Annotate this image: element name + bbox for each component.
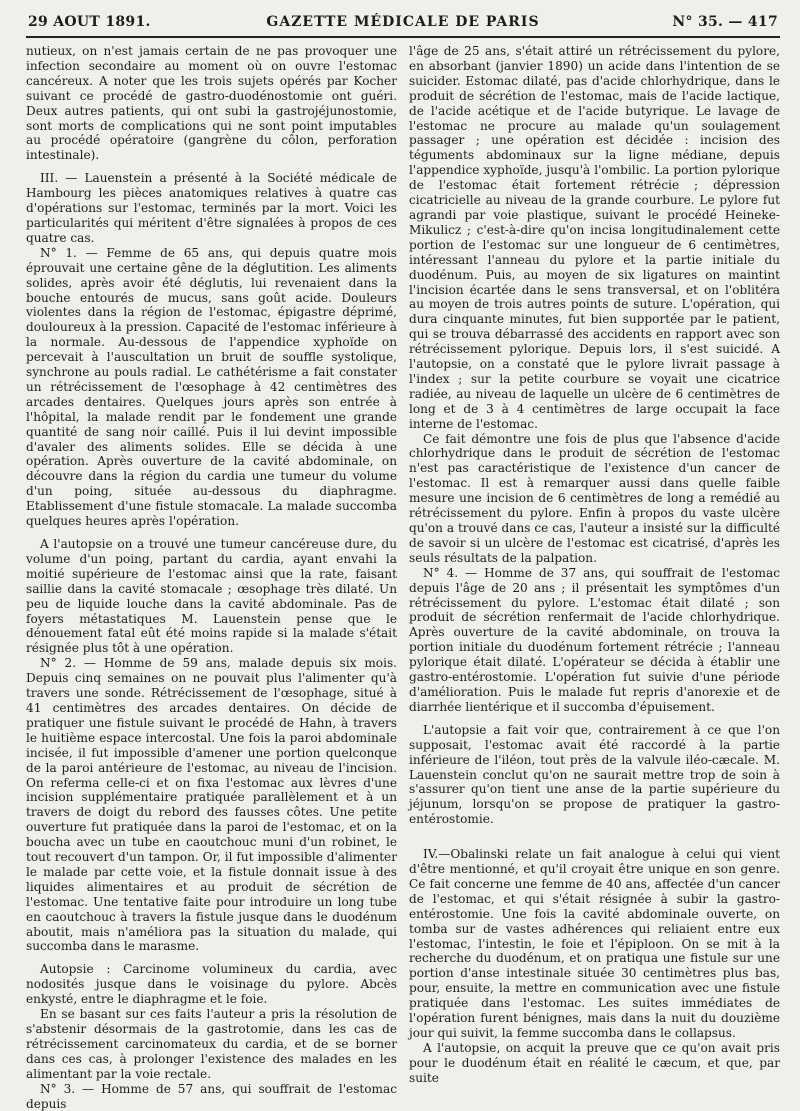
paragraph: A l'autopsie on a trouvé une tumeur cancéreuse dure, du volume d'un poing, partant du cardia, ayant envahi la moitié supérieure de l'estomac ainsi que la rate, faisant saillie dans la cavité stomacale ; œsophage très dilaté. Un peu de liquide louche dans la cavité abdominale. Pas de foyers métastatiques M. Lauenstein pense que le dénouement fatal eût été moins rapide si la malade s'était résignée plus tôt à une opération. xyxy=(26,537,397,656)
paragraph: N° 2. — Homme de 59 ans, malade depuis six mois. Depuis cinq semaines on ne pouvait plus l'alimenter qu'à travers une sonde. Rétrécissement de l'œsophage, situé à 41 centimètres des arcades dentaires. On décide de pratiquer une fistule suivant le procédé de Hahn, à travers le huitième espace intercostal. Une fois la paroi abdominale incisée, il fut impossible d'amener une portion quelconque de la paroi antérieure de l'estomac, au niveau de l'incision. On referma celle-ci et on fixa l'estomac aux lèvres d'une incision supplémentaire pratiquée parallèlement et à un travers de doigt du rebord des fausses côtes. Une petite ouverture fut pratiquée dans la paroi de l'estomac, et on la boucha avec un tube en caoutchouc muni d'un robinet, le tout recouvert d'un tampon. Or, il fut impossible d'alimenter le malade par cette voie, et la fistule donnait issue à des liquides alimentaires et au produit de sécrétion de l'estomac. Une tentative faite pour introduire un long tube en caoutchouc à travers la fistule jusque dans le duodénum aboutit, mais n'améliora pas la situation du malade, qui succomba dans le marasme. xyxy=(26,656,397,954)
paragraph: l'âge de 25 ans, s'était attiré un rétrécissement du pylore, en absorbant (janvier 1890) un acide dans l'intention de se suicider. Estomac dilaté, pas d'acide chlorhydrique, dans le produit de sécrétion de l'estomac, mais de l'acide lactique, de l'acide acétique et de l'acide butyrique. Le lavage de l'estomac ne procure au malade qu'un soulagement passager ; une opération est décidée : incision des téguments abdominaux sur la ligne médiane, depuis l'appendice xyphoïde, jusqu'à l'ombilic. La portion pylorique de l'estomac était fortement rétrécie ; dépression cicatricielle au niveau de la grande courbure. Le pylore fut agrandi par voie plastique, suivant le procédé Heineke-Mikulicz ; c'est-à-dire qu'on incisa longitudinalement cette portion de l'estomac sur une longueur de 6 centimètres, intéressant l'anneau du pylore et la partie initiale du duodénum. Puis, au moyen de six ligatures on maintint l'incision écartée dans le sens transversal, et on l'oblitéra au moyen de trois autres points de suture. L'opération, qui dura cinquante minutes, fut bien supportée par le patient, qui se trouva débarrassé des accidents en rapport avec son rétrécissement pylorique. Depuis lors, il s'est suicidé. A l'autopsie, on a constaté que le pylore livrait passage à l'index ; sur la petite courbure se voyait une cicatrice radiée, au niveau de laquelle un ulcère de 6 centimètres de long et de 3 à 4 centimètres de large occupait la face interne de l'estomac. xyxy=(409,44,780,431)
issue-date: 29 AOUT 1891. xyxy=(28,14,151,30)
journal-title: GAZETTE MÉDICALE DE PARIS xyxy=(266,14,540,30)
paragraph: A l'autopsie, on acquit la preuve que ce qu'on avait pris pour le duodénum était en réalité le cæcum, et que, par suite xyxy=(409,1040,780,1085)
paragraph: L'autopsie a fait voir que, contrairement à ce que l'on supposait, l'estomac avait été raccordé à la partie inférieure de l'iléon, tout près de la valvule iléo-cæcale. M. Lauenstein conclut qu'on ne saurait mettre trop de soin à s'assurer qu'on tient une anse de la partie supérieure du jéjunum, lorsqu'on se propose de pratiquer la gastro-entérostomie. xyxy=(409,722,780,827)
paragraph: Ce fait démontre une fois de plus que l'absence d'acide chlorhydrique dans le produit de sécrétion de l'estomac n'est pas caractéristique de l'existence d'un cancer de l'estomac. Il est à remarquer aussi dans quelle faible mesure une incision de 6 centimètres de long a remédié au rétrécissement du pylore. Enfin à propos du vaste ulcère qu'on a trouvé dans ce cas, l'auteur a insisté sur la difficulté de savoir si un ulcère de l'estomac est cicatrisé, d'après les seuls résultats de la palpation. xyxy=(409,431,780,565)
right-column xyxy=(409,44,780,1085)
issue-page-number: N° 35. — 417 xyxy=(672,14,778,30)
paragraph: Autopsie : Carcinome volumineux du cardia, avec nodosités jusque dans le voisinage du pylore. Abcès enkysté, entre le diaphragme et le foie. xyxy=(26,962,397,1007)
paragraph: N° 1. — Femme de 65 ans, qui depuis quatre mois éprouvait une certaine gêne de la déglutition. Les aliments solides, après avoir été déglutis, lui revenaient dans la bouche entourés de mucus, sans goût acide. Douleurs violentes dans la région de l'estomac, épigastre déprimé, douloureux à la pression. Capacité de l'estomac inférieure à la normale. Au-dessous de l'appendice xyphoïde on percevait à l'auscultation un bruit de souffle systolique, synchrone au pouls radial. Le cathétérisme a fait constater un rétrécissement de l'œsophage à 42 centimètres des arcades dentaires. Quelques jours après son entrée à l'hôpital, la malade rendit par le fondement une grande quantité de sang noir caillé. Puis il lui devint impossible d'avaler des aliments solides. Elle se décida à une opération. Après ouverture de la cavité abdominale, on découvre dans la région du cardia une tumeur du volume d'un poing, située au-dessous du diaphragme. Etablissement d'une fistule stomacale. La malade succomba quelques heures après l'opération. xyxy=(26,245,397,529)
page-header xyxy=(26,0,780,38)
paragraph: IV.—Obalinski relate un fait analogue à celui qui vient d'être mentionné, et qu'il croyait être unique en son genre. Ce fait concerne une femme de 40 ans, affectée d'un cancer de l'estomac, et qui s'était résignée à subir la gastro-entérostomie. Une fois la cavité abdominale ouverte, on tomba sur de vastes adhérences qui reliaient entre eux l'estomac, l'intestin, le foie et l'épiploon. On se mit à la recherche du duodénum, et on pratiqua une fistule sur une portion d'anse intestinale située 30 centimètres plus bas, pour, ensuite, la mettre en communication avec une fistule pratiquée dans l'estomac. Les suites immédiates de l'opération furent bénignes, mais dans la nuit du douzième jour qui suivit, la femme succomba dans le collapsus. xyxy=(409,847,780,1040)
paragraph: En se basant sur ces faits l'auteur a pris la résolution de s'abstenir désormais de la gastrotomie, dans les cas de rétrécissement carcinomateux du cardia, et de se borner dans ces cas, à prolonger l'existence des malades en les alimentant par la voie rectale. xyxy=(26,1007,397,1081)
paragraph: nutieux, on n'est jamais certain de ne pas provoquer une infection secondaire au moment où on ouvre l'estomac cancéreux. A noter que les trois sujets opérés par Kocher suivant ce procédé de gastro-duodénostomie ont guéri. Deux autres patients, qui ont subi la gastrojéjunostomie, sont morts de complications qui ne sont point imputables au procédé opératoire (gangrène du côlon, perforation intestinale). xyxy=(26,44,397,163)
paragraph: N° 3. — Homme de 57 ans, qui souffrait de l'estomac depuis xyxy=(26,1081,397,1111)
text-columns xyxy=(26,44,780,1111)
paragraph: N° 4. — Homme de 37 ans, qui souffrait de l'estomac depuis l'âge de 20 ans ; il présentait les symptômes d'un rétrécissement du pylore. L'estomac était dilaté ; son produit de sécrétion renfermait de l'acide chlorhydrique. Après ouverture de la cavité abdominale, on trouva la portion initiale du duodénum fortement rétrécie ; l'anneau pylorique était dilaté. L'opérateur se décida à établir une gastro-entérostomie. L'opération fut suivie d'une période d'amélioration. Puis le malade fut repris d'anorexie et de diarrhée lientérique et il succomba d'épuisement. xyxy=(409,565,780,714)
left-column xyxy=(26,44,397,1111)
paragraph: III. — Lauenstein a présenté à la Société médicale de Hambourg les pièces anatomiques relatives à quatre cas d'opérations sur l'estomac, terminés par la mort. Voici les particularités qui méritent d'être signalées à propos de ces quatre cas. xyxy=(26,171,397,245)
